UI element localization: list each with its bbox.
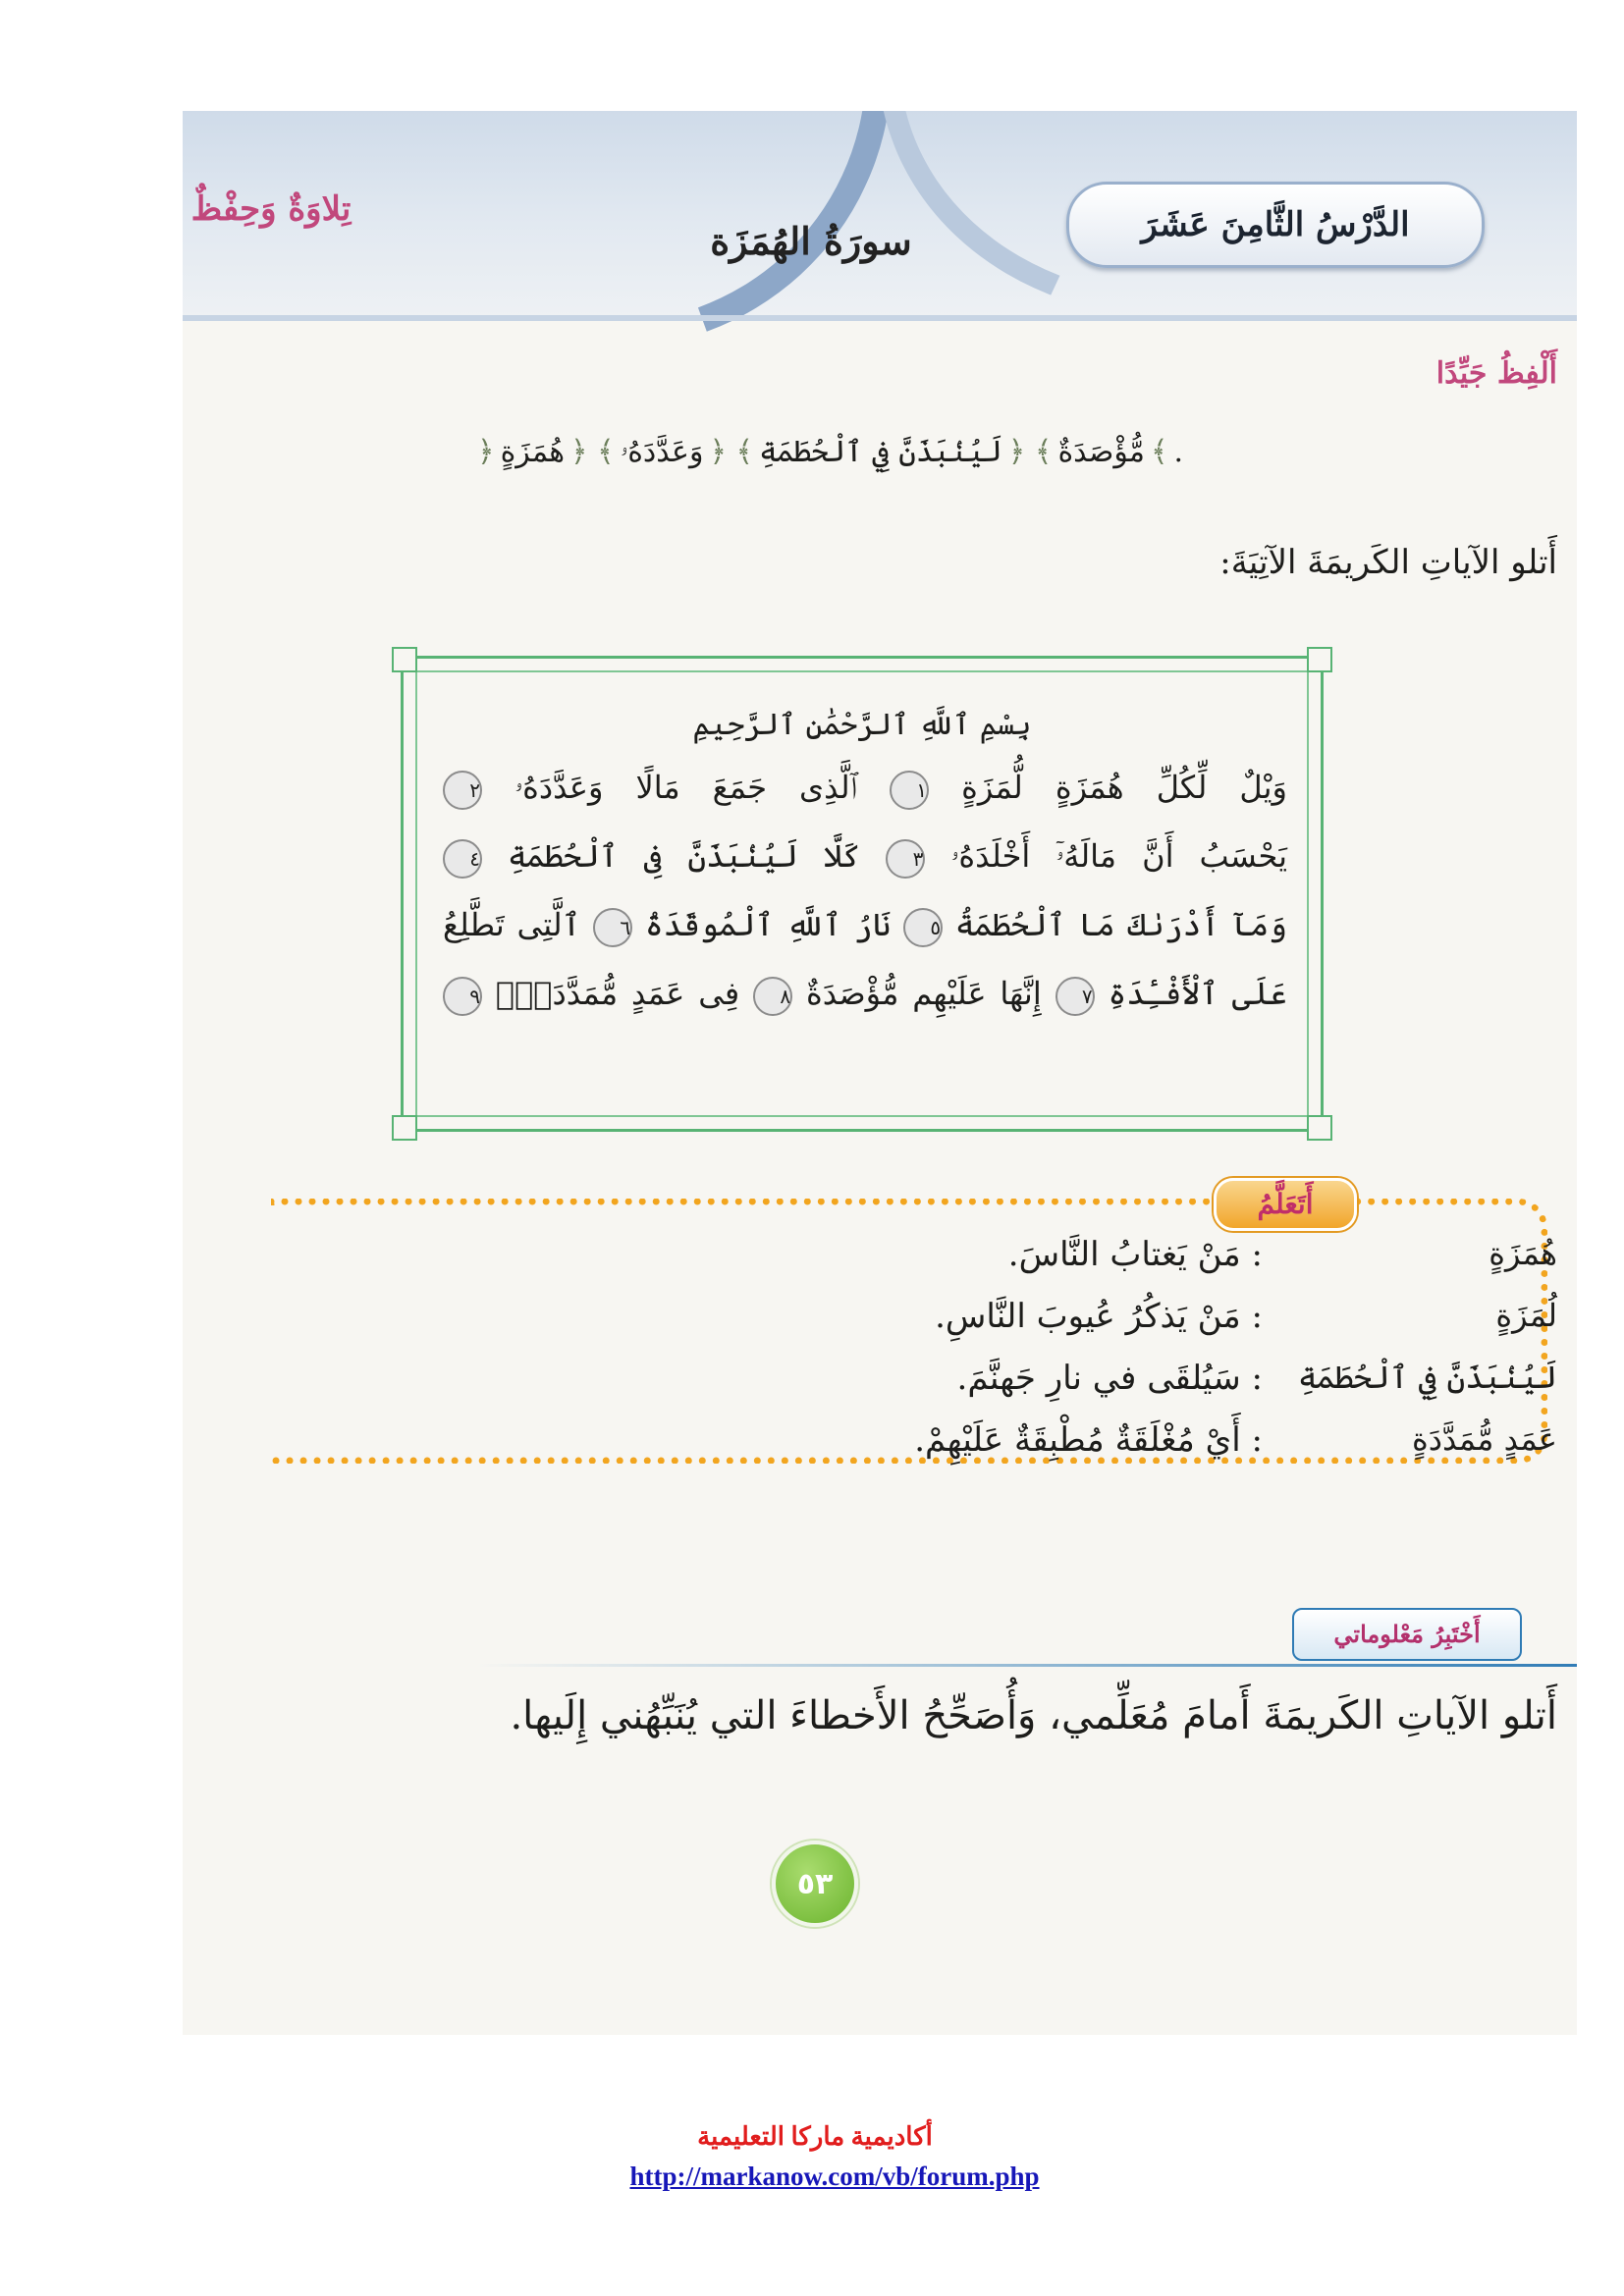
pronounce-word: لَيُنۢبَذَنَّ فِي ٱلْحُطَمَةِ (759, 435, 1002, 469)
verse-line (443, 769, 1287, 810)
gloss-row (428, 1420, 1557, 1479)
verse-text: عَلَى ٱلْأَفْـِٔدَةِ (1108, 975, 1288, 1012)
header-arc-decoration (238, 111, 984, 441)
verse-number-icon: ٥ (903, 908, 943, 947)
verse-number-icon: ٤ (443, 839, 482, 879)
verse-text: ٱلَّتِى تَطَّلِعُ (443, 906, 581, 943)
verse-text: إِنَّهَا عَلَيْهِم مُّؤْصَدَةٌ (805, 975, 1042, 1012)
gloss-definition: : مَنْ يَذكُرُ عُيوبَ النَّاسِ. (935, 1297, 1263, 1336)
verse-text: وَيْلٌ لِّكُلِّ هُمَزَةٍ لُّمَزَةٍ (961, 769, 1288, 806)
verse-number-icon: ١ (890, 771, 929, 810)
pronounce-word-row (477, 435, 1508, 469)
gloss-definition: : سَيُلقَى في نارِ جَهنَّمَ. (956, 1359, 1263, 1398)
header-band (183, 111, 1577, 317)
page-number: ٥٣ (772, 1841, 858, 1927)
frame-corner-icon (1307, 647, 1332, 672)
test-instruction: أَتلو الآياتِ الكَريمَةَ أَمامَ مُعَلِّمي، وَأُصَحِّحُ الأَخطاءَ التي يُنَبِّهُني إِلَيها. (510, 1693, 1557, 1738)
ornament-icon: ﴾ (1150, 435, 1168, 469)
gloss-term: عَمَدٍ مُّمَدَّدَةٍ (1411, 1420, 1557, 1458)
verse-number-icon: ٨ (753, 977, 792, 1016)
basmala: بِسْمِ ٱللَّهِ ٱلرَّحْمَٰنِ ٱلرَّحِيمِ (692, 708, 1032, 742)
header-divider (183, 315, 1577, 321)
ornament-icon: ﴿ (477, 435, 495, 469)
frame-corner-icon (392, 647, 417, 672)
verse-text: كَلَّا لَيُنۢبَذَنَّ فِى ٱلْحُطَمَةِ (508, 837, 861, 875)
ornament-icon: ﴾ ﴿ (1007, 435, 1053, 469)
surah-title: سورَةُ الهُمَزَة (710, 219, 912, 263)
ornament-icon: ﴾ ﴿ (570, 435, 615, 469)
test-knowledge-badge: أَخْتَبِرُ مَعْلوماتي (1292, 1608, 1522, 1661)
gloss-term: هُمَزَةٍ (1489, 1235, 1557, 1272)
gloss-term: لَيُنۢبَذَنَّ فِي ٱلْحُطَمَةِ (1297, 1359, 1557, 1396)
verse-number-icon: ٧ (1056, 977, 1095, 1016)
verse-line (443, 975, 1287, 1016)
quran-text-frame (401, 656, 1324, 1132)
pronounce-word: هُمَزَةٍ (500, 435, 566, 469)
academy-link[interactable]: http://markanow.com/vb/forum.php (629, 2162, 1040, 2191)
gloss-term: لُمَزَةٍ (1495, 1297, 1557, 1334)
pronounce-word: مُّؤْصَدَةٌ (1057, 435, 1145, 469)
lesson-number-label: الدَّرْسُ الثَّامِنَ عَشَرَ (1066, 182, 1485, 268)
test-divider (477, 1664, 1577, 1667)
verse-number-icon: ٢ (443, 771, 482, 810)
learn-badge: أَتَعَلَّمُ (1214, 1178, 1357, 1231)
recite-instruction: أَتلو الآياتِ الكَريمَةَ الآتِيَةَ: (1219, 543, 1557, 582)
gloss-row (428, 1359, 1557, 1417)
pronounce-heading: أَلْفِظُ جَيِّدًا (1435, 356, 1557, 391)
pronounce-word: وَعَدَّدَهُۥ (620, 435, 704, 469)
gloss-definition: : أَيْ مُغْلَقَةٌ مُطْبِقَةٌ عَلَيْهِمْ. (914, 1420, 1263, 1460)
textbook-page (183, 111, 1577, 2035)
verse-text: وَمَآ أَدْرَىٰكَ مَا ٱلْحُطَمَةُ (954, 906, 1288, 943)
ornament-icon: ﴾ ﴿ (709, 435, 754, 469)
verse-text: يَحْسَبُ أَنَّ مَالَهُۥٓ أَخْلَدَهُۥ (950, 837, 1288, 875)
pronounce-end-mark: . (1173, 435, 1184, 469)
frame-corner-icon (1307, 1115, 1332, 1141)
verse-text: فِى عَمَدٍ مُّمَدَّدَةٍۭ (495, 975, 740, 1012)
verse-text: ٱلَّذِى جَمَعَ مَالًا وَعَدَّدَهُۥ (514, 769, 857, 806)
gloss-row (428, 1297, 1557, 1356)
verse-line (443, 906, 1287, 947)
verse-number-icon: ٣ (886, 839, 925, 879)
academy-name: أكاديمية ماركا التعليمية (697, 2122, 933, 2151)
verse-text: نَارُ ٱللَّهِ ٱلْمُوقَدَةُ (644, 906, 892, 943)
gloss-row (428, 1235, 1557, 1294)
gloss-definition: : مَنْ يَغتابُ النَّاسَ. (1007, 1235, 1263, 1274)
frame-corner-icon (392, 1115, 417, 1141)
verse-line (443, 837, 1287, 879)
verse-number-icon: ٦ (593, 908, 632, 947)
section-tag: تِلاوَةٌ وَحِفْظٌ (190, 189, 352, 229)
verse-number-icon: ٩ (443, 977, 482, 1016)
